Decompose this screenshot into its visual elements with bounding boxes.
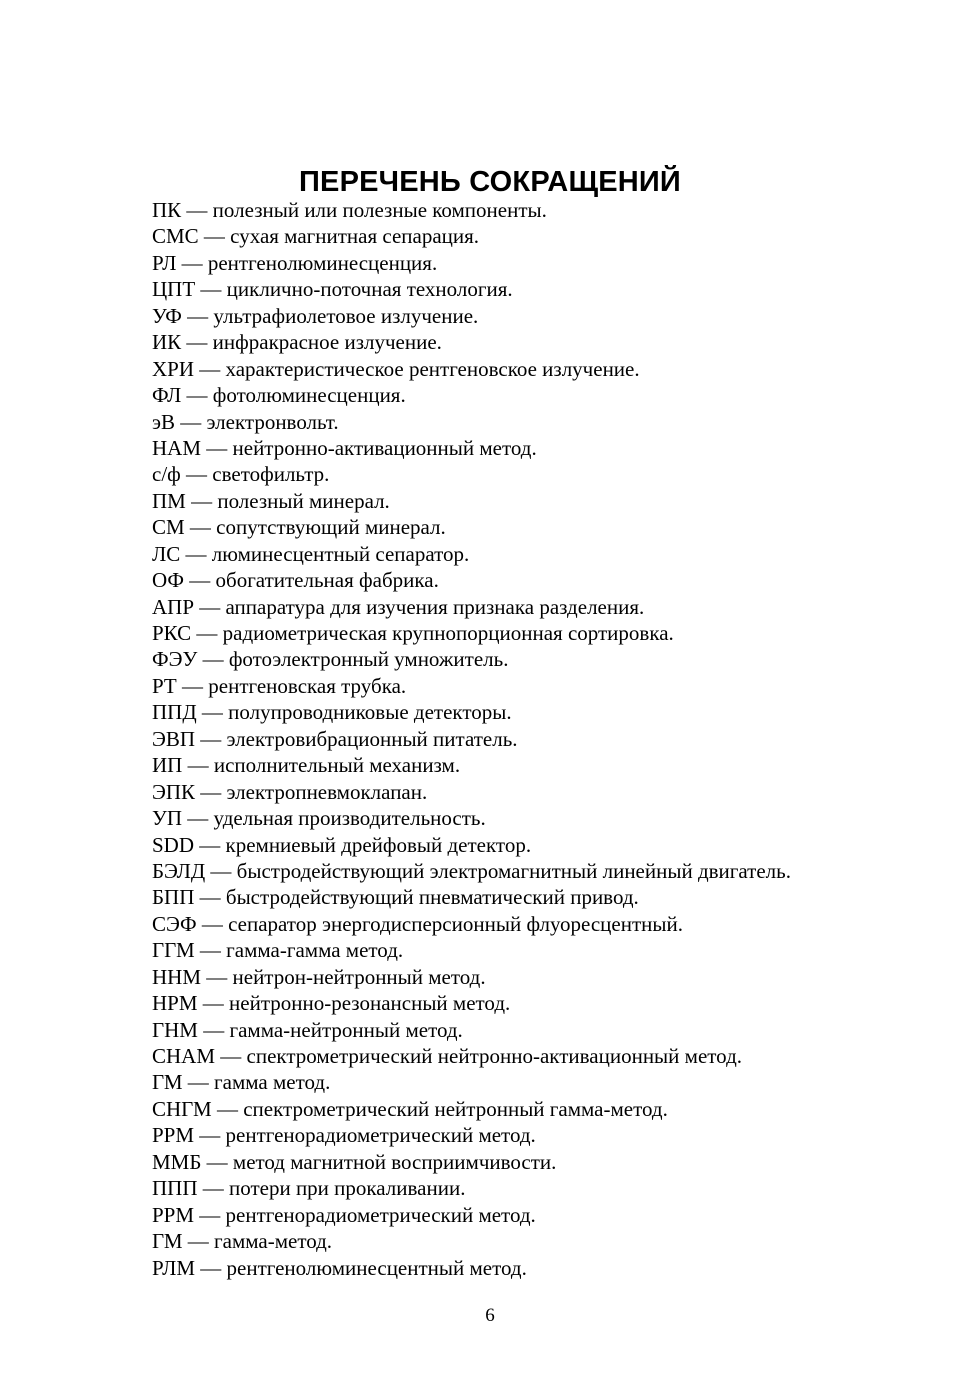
abbreviation-item: ЛС — люминесцентный сепаратор. — [152, 541, 470, 566]
abbreviation-item: УП — удельная производительность. — [152, 806, 486, 831]
abbreviation-item: СМ — сопутствующий минерал. — [152, 515, 446, 540]
abbreviation-item: ЦПТ — циклично-поточная технология. — [152, 277, 513, 302]
abbreviation-item: ГНМ — гамма-нейтронный метод. — [152, 1017, 463, 1042]
abbreviation-item: ХРИ — характеристическое рентгеновское излучение. — [152, 356, 640, 381]
abbreviation-item: ОФ — обогатительная фабрика. — [152, 568, 439, 593]
abbreviation-item: РЛ — рентгенолюминесценция. — [152, 250, 438, 275]
abbreviation-item: ППД — полупроводниковые детекторы. — [152, 700, 512, 725]
page-number: 6 — [485, 1305, 495, 1326]
page-title: ПЕРЕЧЕНЬ СОКРАЩЕНИЙ — [299, 166, 681, 199]
abbreviation-item: ЭВП — электровибрационный питатель. — [152, 726, 518, 751]
abbreviation-item: SDD — кремниевый дрейфовый детектор. — [152, 832, 532, 857]
abbreviation-list — [152, 197, 791, 1281]
abbreviation-item: ПМ — полезный минерал. — [152, 488, 390, 513]
abbreviation-item: ФЭУ — фотоэлектронный умножитель. — [152, 647, 509, 672]
abbreviation-item: ГГМ — гамма-гамма метод. — [152, 938, 404, 963]
abbreviation-item: РКС — радиометрическая крупнопорционная сортировка. — [152, 621, 674, 645]
abbreviation-item: ФЛ — фотолюминесценция. — [152, 383, 406, 408]
abbreviation-item: СМС — сухая магнитная сепарация. — [152, 224, 480, 249]
abbreviation-item: СНАМ — спектрометрический нейтронно-активационный метод. — [152, 1044, 742, 1068]
abbreviation-item: ЭПК — электропневмоклапан. — [152, 779, 428, 804]
abbreviation-item: БЭЛД — быстродействующий электромагнитный линейный двигатель. — [152, 858, 791, 883]
abbreviation-item: РТ — рентгеновская трубка. — [152, 673, 407, 698]
abbreviation-item: УФ — ультрафиолетовое излучение. — [152, 303, 479, 328]
abbreviation-item: ПК — полезный или полезные компоненты. — [152, 198, 547, 222]
abbreviation-item: ММБ — метод магнитной восприимчивости. — [152, 1149, 557, 1174]
abbreviation-item: с/ф — светофильтр. — [152, 462, 330, 487]
abbreviation-item: РРМ — рентгенорадиометрический метод. — [152, 1123, 536, 1148]
abbreviation-item: АПР — аппаратура для изучения признака разделения. — [152, 594, 645, 619]
abbreviation-item: ГМ — гамма метод. — [152, 1070, 331, 1095]
abbreviation-item: эВ — электронвольт. — [152, 409, 339, 434]
abbreviation-item: ИК — инфракрасное излучение. — [152, 330, 442, 355]
abbreviation-item: БПП — быстродействующий пневматический привод. — [152, 885, 639, 910]
abbreviation-item: НРМ — нейтронно-резонансный метод. — [152, 991, 511, 1016]
abbreviation-item: ИП — исполнительный механизм. — [152, 753, 461, 778]
abbreviation-item: ГМ — гамма-метод. — [152, 1229, 333, 1254]
abbreviation-item: НАМ — нейтронно-активационный метод. — [152, 435, 537, 460]
abbreviation-item: ННМ — нейтрон-нейтронный метод. — [152, 964, 486, 989]
abbreviation-item: СЭФ — сепаратор энергодисперсионный флуоресцентный. — [152, 911, 683, 936]
abbreviation-item: ППП — потери при прокаливании. — [152, 1176, 466, 1201]
abbreviation-item: РЛМ — рентгенолюминесцентный метод. — [152, 1255, 527, 1280]
abbreviation-item: СНГМ — спектрометрический нейтронный гамма-метод. — [152, 1096, 668, 1121]
abbreviation-item: РРМ — рентгенорадиометрический метод. — [152, 1202, 536, 1227]
